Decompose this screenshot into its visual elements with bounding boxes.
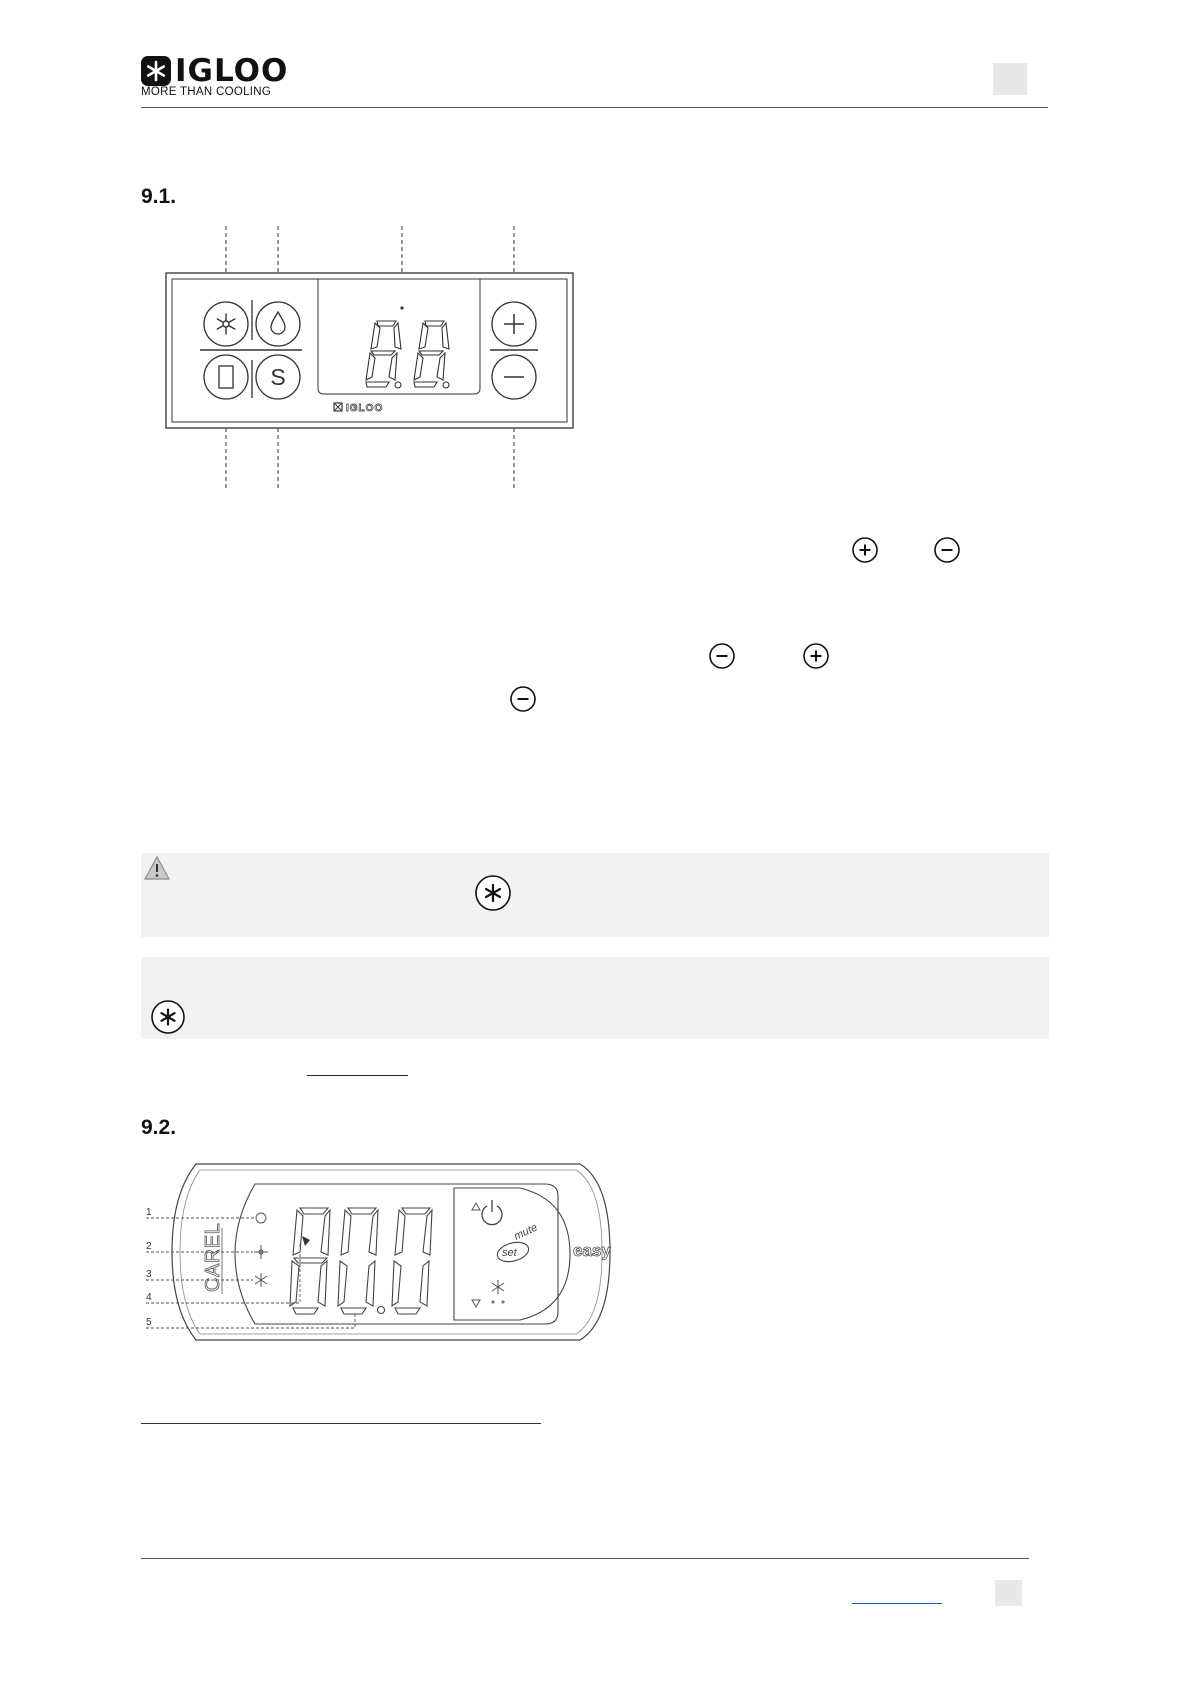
page-number-box	[993, 63, 1027, 95]
minus-key[interactable]	[492, 355, 536, 399]
igloo-logo-icon	[141, 56, 171, 86]
carel-brand-text: CAREL	[202, 1222, 224, 1292]
plus-key-inline-icon	[850, 535, 880, 565]
s-key-label: S	[270, 364, 286, 390]
warning-notice-box	[141, 853, 1049, 937]
plus-key[interactable]	[492, 302, 536, 346]
link-underline[interactable]	[307, 1075, 408, 1076]
defrost-key[interactable]	[204, 302, 248, 346]
footer-rule	[141, 1558, 1029, 1559]
mute-key-label: mute	[512, 1221, 540, 1243]
set-key[interactable]	[256, 355, 300, 399]
display-dot	[400, 306, 403, 309]
minus-key-inline-icon	[707, 641, 737, 671]
callout-4: 4	[146, 1292, 152, 1303]
brand-name: IGLOO	[175, 53, 289, 89]
door-key[interactable]	[204, 355, 248, 399]
defrost-key-inline-icon	[149, 998, 187, 1036]
drip-key[interactable]	[256, 302, 300, 346]
controller-diagram-9-2	[140, 1160, 620, 1350]
section-heading-9-2: 9.2.	[141, 1116, 177, 1139]
info-notice-box	[141, 957, 1049, 1039]
defrost-key-inline-icon	[473, 873, 513, 913]
set-key-label: set	[502, 1247, 517, 1259]
footer-page-box	[995, 1580, 1022, 1606]
brand-tagline: MORE THAN COOLING	[141, 86, 272, 98]
footer-link-underline[interactable]	[852, 1603, 942, 1604]
header-rule	[141, 107, 1048, 108]
warning-icon	[143, 855, 171, 881]
easy-model-text: easy	[573, 1241, 611, 1260]
plus-key-inline-icon	[801, 641, 831, 671]
footnote-separator	[141, 1423, 541, 1424]
callout-1: 1	[146, 1207, 152, 1218]
section-heading-9-1: 9.1.	[141, 185, 177, 208]
minus-key-inline-icon	[508, 684, 538, 714]
callout-2: 2	[146, 1241, 152, 1252]
control-panel-diagram-9-1	[160, 222, 580, 494]
panel-logo-text: IGLOO	[346, 403, 384, 414]
callout-5: 5	[146, 1317, 152, 1328]
callout-3: 3	[146, 1269, 152, 1280]
minus-key-inline-icon	[932, 535, 962, 565]
